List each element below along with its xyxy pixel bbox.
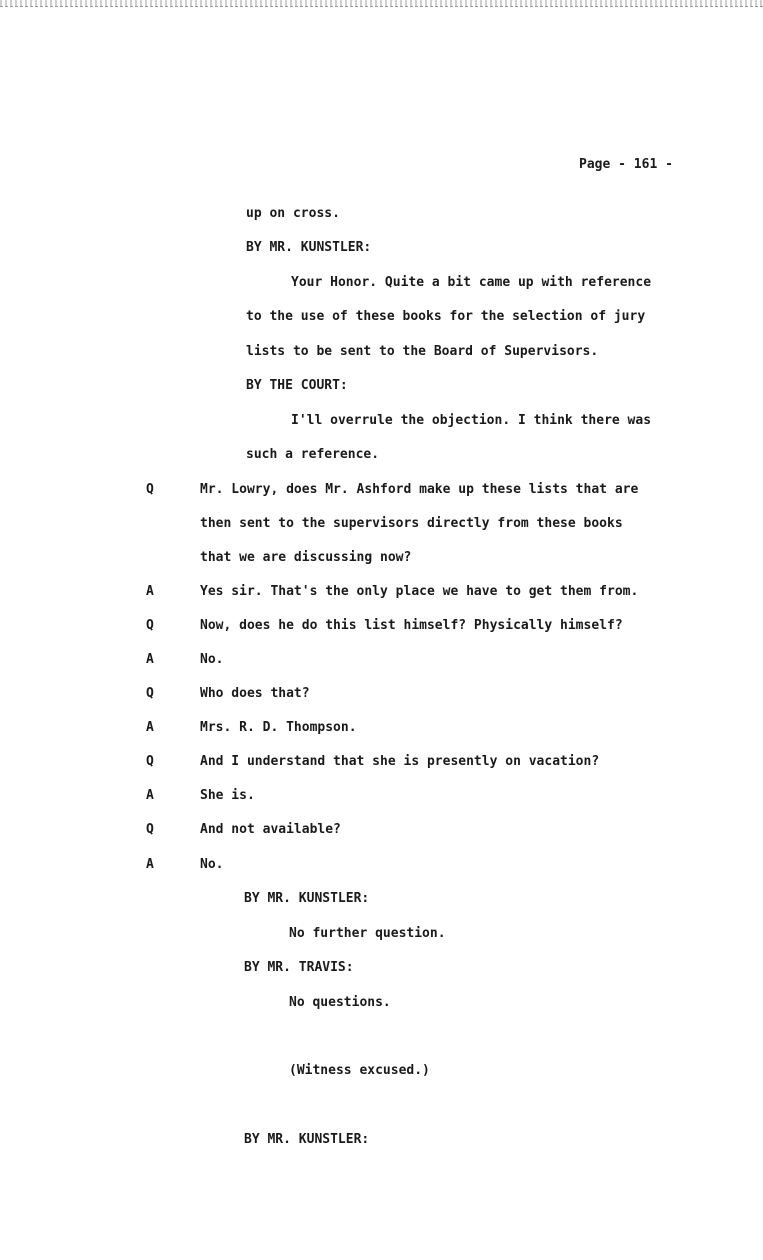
qa-marker-question: Q [146,482,154,497]
speaker-heading: BY MR. TRAVIS: [244,960,354,975]
transcript-line: And not available? [200,822,341,837]
transcript-line: No questions. [289,995,391,1010]
qa-marker-question: Q [146,686,154,701]
speaker-heading: BY THE COURT: [246,378,348,393]
transcript-line: No. [200,857,224,872]
transcript-line: then sent to the supervisors directly from these books [200,516,623,531]
transcript-line: No further question. [289,926,446,941]
speaker-heading: BY MR. KUNSTLER: [244,891,370,906]
transcript-line: Mr. Lowry, does Mr. Ashford make up these lists that are [200,482,639,497]
speaker-heading: BY MR. KUNSTLER: [244,1132,370,1147]
transcript-line: up on cross. [246,206,340,221]
transcript-line: Now, does he do this list himself? Physically himself? [200,618,623,633]
speaker-heading: BY MR. KUNSTLER: [246,240,372,255]
transcript-line: No. [200,652,224,667]
page-number-header: Page - 161 - [579,157,673,172]
qa-marker-question: Q [146,618,154,633]
qa-marker-question: Q [146,754,154,769]
transcript-line: She is. [200,788,255,803]
qa-marker-answer: A [146,584,154,599]
transcript-line: Yes sir. That's the only place we have to get them from. [200,584,639,599]
qa-marker-answer: A [146,857,154,872]
transcript-line: such a reference. [246,447,380,462]
transcript-line: Your Honor. Quite a bit came up with reference [291,275,652,290]
transcript-line: Mrs. R. D. Thompson. [200,720,357,735]
qa-marker-answer: A [146,652,154,667]
qa-marker-question: Q [146,822,154,837]
transcript-line: Who does that? [200,686,310,701]
qa-marker-answer: A [146,720,154,735]
transcript-line: to the use of these books for the selection of jury [246,309,646,324]
scan-top-edge [0,0,763,7]
transcript-line: And I understand that she is presently on vacation? [200,754,600,769]
transcript-line: that we are discussing now? [200,550,412,565]
transcript-line: I'll overrule the objection. I think there was [291,413,652,428]
transcript-line: lists to be sent to the Board of Supervisors. [246,344,599,359]
transcript-line: (Witness excused.) [289,1063,430,1078]
qa-marker-answer: A [146,788,154,803]
